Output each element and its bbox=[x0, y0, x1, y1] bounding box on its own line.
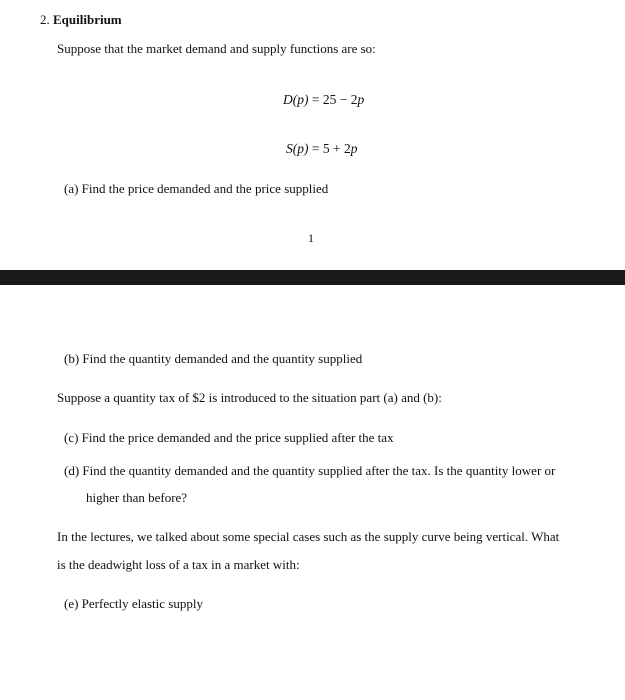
supply-equation bbox=[286, 141, 357, 157]
question-intro: Suppose that the market demand and supply functions are so: bbox=[57, 41, 376, 56]
question-heading bbox=[40, 12, 122, 28]
part-d-line1: (d) Find the quantity demanded and the quantity supplied after the tax. Is the quantity lower or bbox=[64, 463, 556, 478]
part-c: (c) Find the price demanded and the price supplied after the tax bbox=[64, 430, 394, 445]
lecture-text-line1: In the lectures, we talked about some special cases such as the supply curve being vertical. What bbox=[57, 529, 560, 544]
demand-equation bbox=[283, 92, 364, 108]
part-b: (b) Find the quantity demanded and the quantity supplied bbox=[64, 351, 363, 366]
part-d-line2: higher than before? bbox=[86, 490, 188, 505]
supply-lhs: S(p) bbox=[286, 141, 309, 156]
supply-rhs: = 5 + 2 bbox=[311, 141, 351, 156]
question-title: Equilibrium bbox=[53, 12, 122, 27]
part-e: (e) Perfectly elastic supply bbox=[64, 596, 203, 611]
demand-var: p bbox=[357, 92, 365, 107]
part-a: (a) Find the price demanded and the price supplied bbox=[64, 181, 329, 196]
page-divider bbox=[0, 270, 625, 285]
supply-var: p bbox=[350, 141, 358, 156]
lecture-text-line2: is the deadwight loss of a tax in a market with: bbox=[57, 557, 300, 572]
page-number: 1 bbox=[308, 231, 314, 245]
demand-lhs: D(p) bbox=[283, 92, 309, 107]
tax-intro: Suppose a quantity tax of $2 is introduced to the situation part (a) and (b): bbox=[57, 390, 442, 405]
demand-rhs: = 25 − 2 bbox=[311, 92, 358, 107]
question-number: 2. bbox=[40, 12, 50, 27]
